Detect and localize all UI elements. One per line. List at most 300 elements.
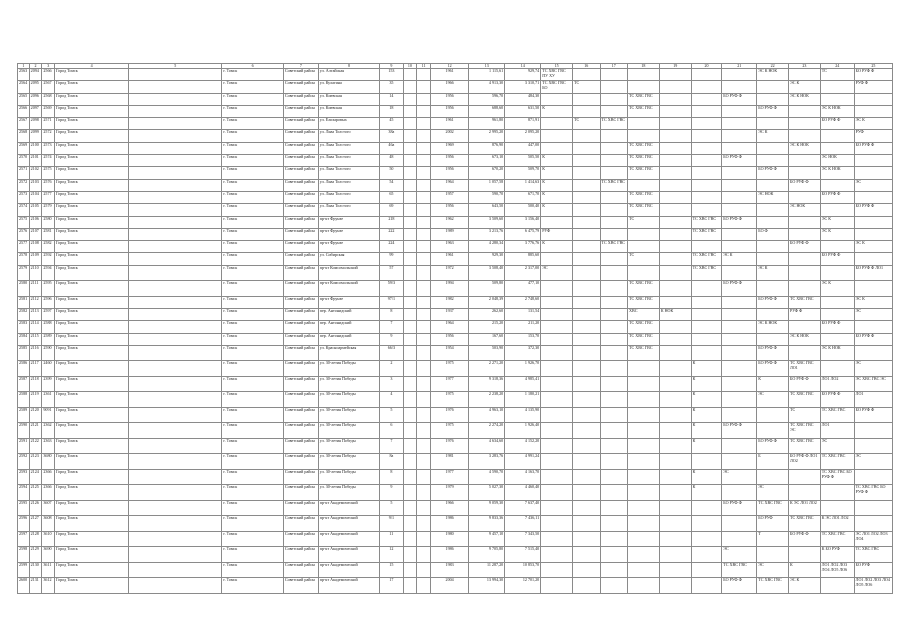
table-cell-col-24: ЭС НОК (820, 155, 854, 167)
table-cell-col-2: 2101 (29, 155, 42, 167)
table-cell-col-5 (129, 241, 222, 253)
table-cell-col-2: 2120 (29, 407, 42, 423)
table-cell-col-1: 2569 (18, 142, 30, 154)
table-cell-col-2: 2122 (29, 438, 42, 454)
table-cell-col-23: ТС ХВС ГВС (789, 516, 821, 532)
table-cell-col-21 (722, 130, 757, 142)
table-cell-col-14: 871,91 (505, 118, 541, 130)
table-cell-col-17 (600, 454, 628, 470)
table-cell-col-5 (129, 118, 222, 130)
table-cell-col-3: 2366 (42, 469, 55, 485)
table-cell-col-13: 643,50 (469, 204, 505, 216)
table-cell-col-2: 2130 (29, 562, 42, 578)
table-cell-col-21 (722, 191, 757, 203)
table-cell-col-1: 2573 (18, 191, 30, 203)
table-cell-col-25 (854, 516, 892, 532)
table-cell-col-15 (541, 296, 573, 308)
table-cell-col-6: г. Томск (222, 438, 283, 454)
table-cell-col-17 (600, 191, 628, 203)
column-header-3: 3 (42, 64, 55, 69)
table-cell-col-21 (722, 392, 757, 408)
table-cell-col-10 (403, 485, 417, 501)
table-cell-col-13: 1 115,61 (469, 69, 505, 81)
table-cell-col-6: г. Томск (222, 423, 283, 439)
table-cell-col-8: пр-кт Академический (318, 500, 379, 516)
table-cell-col-6: г. Томск (222, 392, 283, 408)
table-cell-col-12: 1956 (431, 204, 469, 216)
table-cell-col-18: ТС ХВС ГВС (628, 105, 660, 117)
table-cell-col-23: ТС ХВС ГВС ЛО1 (789, 361, 821, 377)
table-cell-col-16 (572, 69, 600, 81)
table-cell-col-23: К ЭС ЛО1 ЛО2 (789, 500, 821, 516)
table-cell-col-6: г. Томск (222, 454, 283, 470)
table-cell-col-16 (572, 130, 600, 142)
table-cell-col-3: 9091 (42, 407, 55, 423)
table-cell-col-24: ЛО1 ЛО2 ЛО3 ЛО4 ЛО5 ЛО6 (820, 562, 854, 578)
table-cell-col-10 (403, 531, 417, 547)
table-cell-col-14: 4 135,90 (505, 407, 541, 423)
table-cell-col-3: 2590 (42, 345, 55, 361)
table-cell-col-18 (628, 118, 660, 130)
table-cell-col-1: 2589 (18, 407, 30, 423)
table-cell-col-3: 2596 (42, 296, 55, 308)
table-cell-col-9: 222 (380, 228, 403, 240)
table-cell-col-5 (129, 547, 222, 563)
table-cell-col-9: 2 (380, 361, 403, 377)
table-cell-col-11 (417, 93, 431, 105)
table-cell-col-19 (659, 438, 691, 454)
table-cell-col-5 (129, 155, 222, 167)
table-cell-col-21 (722, 142, 757, 154)
table-cell-col-6: г. Томск (222, 191, 283, 203)
table-cell-col-2: 2107 (29, 228, 42, 240)
table-cell-col-13: 670,20 (469, 167, 505, 179)
table-cell-col-8: ул. Алтайская (318, 69, 379, 81)
table-cell-col-14: 7 515,40 (505, 547, 541, 563)
table-cell-col-22: БО РУФ Ф (757, 296, 789, 308)
table-cell-col-5 (129, 179, 222, 191)
table-cell-col-14: 372,30 (505, 345, 541, 361)
table-cell-col-3: 2597 (42, 309, 55, 321)
table-cell-col-14: 4 152,20 (505, 438, 541, 454)
table-row (18, 376, 893, 392)
table-cell-col-14: 4 985,41 (505, 376, 541, 392)
table-cell-col-25 (854, 423, 892, 439)
table-cell-col-3: 2576 (42, 179, 55, 191)
table-cell-col-15 (541, 547, 573, 563)
table-cell-col-23: БО РУФ Ф (789, 376, 821, 392)
table-cell-col-18 (628, 469, 660, 485)
table-cell-col-7: Советский район (283, 578, 318, 594)
table-cell-col-2: 2118 (29, 376, 42, 392)
table-cell-col-8: ул. 30-летия Победы (318, 423, 379, 439)
table-cell-col-7: Советский район (283, 345, 318, 361)
table-cell-col-8: пр-кт Фрунзе (318, 216, 379, 228)
table-cell-col-14: 509,70 (505, 167, 541, 179)
table-cell-col-24 (820, 485, 854, 501)
table-cell-col-5 (129, 578, 222, 594)
table-cell-col-2: 2125 (29, 485, 42, 501)
table-cell-col-16 (572, 265, 600, 281)
table-cell-col-22: ЭС К (757, 265, 789, 281)
table-cell-col-5 (129, 469, 222, 485)
table-cell-col-17 (600, 105, 628, 117)
table-cell-col-5 (129, 438, 222, 454)
table-cell-col-12: 1963 (431, 241, 469, 253)
table-cell-col-9: 48 (380, 155, 403, 167)
table-cell-col-5 (129, 423, 222, 439)
table-cell-col-17 (600, 485, 628, 501)
table-cell-col-8: пер. Антонидский (318, 309, 379, 321)
table-cell-col-19 (659, 321, 691, 333)
column-header-19: 19 (659, 64, 691, 69)
table-cell-col-23: РУФ Ф (789, 309, 821, 321)
table-cell-col-9: 4 (380, 392, 403, 408)
table-cell-col-9: 35 (380, 81, 403, 93)
table-cell-col-12: 1956 (431, 167, 469, 179)
table-cell-col-17 (600, 309, 628, 321)
table-cell-col-9: 218 (380, 216, 403, 228)
table-cell-col-15 (541, 469, 573, 485)
table-cell-col-13: 4 913,30 (469, 81, 505, 93)
table-cell-col-12: 1972 (431, 265, 469, 281)
column-header-14: 14 (505, 64, 541, 69)
table-cell-col-25: ЛО1 (854, 392, 892, 408)
table-cell-col-25 (854, 438, 892, 454)
table-cell-col-15 (541, 321, 573, 333)
table-cell-col-25 (854, 469, 892, 485)
table-cell-col-14: 10 853,70 (505, 562, 541, 578)
table-cell-col-20 (691, 69, 722, 81)
table-cell-col-25: ЭС ХВС ГВС ЭС (854, 376, 892, 392)
table-cell-col-11 (417, 578, 431, 594)
table-cell-col-8: ул. 30-летия Победы (318, 454, 379, 470)
table-cell-col-10 (403, 281, 417, 297)
table-cell-col-24 (820, 204, 854, 216)
table-cell-col-18: ТС (628, 253, 660, 265)
table-cell-col-25: БО РУФ (854, 562, 892, 578)
table-cell-col-13: 929,30 (469, 253, 505, 265)
table-cell-col-5 (129, 333, 222, 345)
table-cell-col-6: г. Томск (222, 130, 283, 142)
table-cell-col-6: г. Томск (222, 309, 283, 321)
table-cell-col-18 (628, 69, 660, 81)
table-cell-col-14: 3 310,71 (505, 81, 541, 93)
table-cell-col-14: 1 414,63 (505, 179, 541, 191)
table-cell-col-1: 2566 (18, 105, 30, 117)
table-cell-col-21 (722, 296, 757, 308)
table-cell-col-7: Советский район (283, 500, 318, 516)
table-cell-col-20: ТС ХВС ГВС (691, 216, 722, 228)
table-cell-col-10 (403, 392, 417, 408)
table-cell-col-8: пр-кт Академический (318, 531, 379, 547)
table-cell-col-1: 2577 (18, 241, 30, 253)
table-cell-col-4: Город Томск (55, 333, 129, 345)
table-cell-col-7: Советский район (283, 204, 318, 216)
table-cell-col-18 (628, 179, 660, 191)
table-row (18, 296, 893, 308)
table-cell-col-9: 59/3 (380, 281, 403, 297)
table-cell-col-8: пр-кт Комсомольский (318, 265, 379, 281)
table-cell-col-13: 11 287,20 (469, 562, 505, 578)
table-cell-col-16 (572, 228, 600, 240)
table-row (18, 155, 893, 167)
table-cell-col-11 (417, 241, 431, 253)
table-cell-col-3: 3690 (42, 547, 55, 563)
table-cell-col-4: Город Томск (55, 547, 129, 563)
table-cell-col-1: 2567 (18, 118, 30, 130)
table-cell-col-18 (628, 438, 660, 454)
table-cell-col-21 (722, 333, 757, 345)
table-cell-col-2: 2106 (29, 216, 42, 228)
table-cell-col-13: 2 995,20 (469, 130, 505, 142)
table-cell-col-23 (789, 485, 821, 501)
table-cell-col-18 (628, 562, 660, 578)
table-cell-col-3: 2567 (42, 81, 55, 93)
table-cell-col-24: ЭС К (820, 216, 854, 228)
table-cell-col-12: 2002 (431, 130, 469, 142)
table-cell-col-17 (600, 407, 628, 423)
table-cell-col-5 (129, 265, 222, 281)
table-cell-col-23: ТС ХВС ГВС (789, 438, 821, 454)
table-cell-col-6: г. Томск (222, 500, 283, 516)
table-cell-col-21: БО РУФ Ф (722, 93, 757, 105)
table-row (18, 191, 893, 203)
table-cell-col-24: БО РУФ Ф (820, 118, 854, 130)
table-cell-col-24: ТС ХВС ГВС (820, 407, 854, 423)
table-cell-col-13: 503,90 (469, 345, 505, 361)
table-cell-col-6: г. Томск (222, 228, 283, 240)
table-cell-col-5 (129, 228, 222, 240)
table-cell-col-6: г. Томск (222, 531, 283, 547)
table-cell-col-7: Советский район (283, 469, 318, 485)
table-cell-col-21 (722, 454, 757, 470)
table-cell-col-5 (129, 105, 222, 117)
table-row (18, 167, 893, 179)
table-cell-col-5 (129, 69, 222, 81)
table-cell-col-17 (600, 531, 628, 547)
table-cell-col-9: 3 (380, 376, 403, 392)
table-cell-col-7: Советский район (283, 485, 318, 501)
table-cell-col-7: Советский район (283, 392, 318, 408)
table-cell-col-1: 2576 (18, 228, 30, 240)
table-cell-col-9: 11 (380, 531, 403, 547)
table-cell-col-3: 2589 (42, 333, 55, 345)
table-cell-col-2: 2124 (29, 469, 42, 485)
table-cell-col-16 (572, 167, 600, 179)
table-cell-col-22: К (757, 376, 789, 392)
table-cell-col-20: К (691, 407, 722, 423)
table-cell-col-20 (691, 130, 722, 142)
table-cell-col-6: г. Томск (222, 516, 283, 532)
table-cell-col-11 (417, 309, 431, 321)
table-cell-col-14: 12 701,20 (505, 578, 541, 594)
table-cell-col-13: 876,90 (469, 142, 505, 154)
table-cell-col-11 (417, 228, 431, 240)
table-row (18, 423, 893, 439)
table-cell-col-19 (659, 167, 691, 179)
table-cell-col-6: г. Томск (222, 469, 283, 485)
table-cell-col-16 (572, 516, 600, 532)
table-cell-col-2: 2094 (29, 69, 42, 81)
table-row (18, 345, 893, 361)
table-cell-col-15: К (541, 155, 573, 167)
table-cell-col-7: Советский район (283, 118, 318, 130)
table-cell-col-20 (691, 578, 722, 594)
table-cell-col-25 (854, 281, 892, 297)
table-row (18, 93, 893, 105)
table-cell-col-25 (854, 253, 892, 265)
table-cell-col-11 (417, 142, 431, 154)
table-cell-col-23 (789, 345, 821, 361)
table-cell-col-7: Советский район (283, 265, 318, 281)
table-cell-col-3: 3608 (42, 516, 55, 532)
table-cell-col-7: Советский район (283, 516, 318, 532)
table-cell-col-9: 69 (380, 204, 403, 216)
table-cell-col-9: 18 (380, 105, 403, 117)
table-cell-col-21: БО РУФ Ф (722, 500, 757, 516)
table-body (18, 69, 893, 594)
table-cell-col-24: ЭС К НОК (820, 105, 854, 117)
table-cell-col-3: 2588 (42, 321, 55, 333)
table-cell-col-9: 8 (380, 469, 403, 485)
table-cell-col-20 (691, 281, 722, 297)
table-cell-col-1: 2571 (18, 167, 30, 179)
table-cell-col-19 (659, 191, 691, 203)
table-cell-col-11 (417, 204, 431, 216)
table-row (18, 547, 893, 563)
table-cell-col-14: 6 475,79 (505, 228, 541, 240)
table-cell-col-18 (628, 228, 660, 240)
table-cell-col-20 (691, 333, 722, 345)
table-cell-col-20 (691, 454, 722, 470)
table-cell-col-11 (417, 361, 431, 377)
table-cell-col-14: 7 637,40 (505, 500, 541, 516)
table-cell-col-4: Город Томск (55, 241, 129, 253)
table-cell-col-19 (659, 407, 691, 423)
table-cell-col-22 (757, 407, 789, 423)
table-cell-col-21: ТС ХВС ГВС (722, 562, 757, 578)
table-cell-col-15: К (541, 204, 573, 216)
table-cell-col-18 (628, 454, 660, 470)
table-cell-col-9: 38а (380, 130, 403, 142)
table-row (18, 361, 893, 377)
table-cell-col-16 (572, 216, 600, 228)
table-cell-col-17 (600, 228, 628, 240)
table-cell-col-7: Советский район (283, 321, 318, 333)
table-cell-col-21 (722, 309, 757, 321)
table-cell-col-19 (659, 578, 691, 594)
table-cell-col-11 (417, 130, 431, 142)
table-cell-col-4: Город Томск (55, 376, 129, 392)
table-cell-col-17 (600, 376, 628, 392)
table-cell-col-10 (403, 155, 417, 167)
table-cell-col-17 (600, 167, 628, 179)
table-cell-col-2: 2103 (29, 179, 42, 191)
table-cell-col-3: 2581 (42, 228, 55, 240)
table-cell-col-17 (600, 265, 628, 281)
column-header-7: 7 (283, 64, 318, 69)
table-cell-col-6: г. Томск (222, 562, 283, 578)
table-cell-col-16 (572, 454, 600, 470)
table-cell-col-12: 1962 (431, 216, 469, 228)
column-header-8: 8 (318, 64, 379, 69)
table-cell-col-8: ул. Киевская (318, 93, 379, 105)
table-cell-col-11 (417, 81, 431, 93)
table-cell-col-7: Советский район (283, 241, 318, 253)
table-row (18, 216, 893, 228)
table-cell-col-5 (129, 81, 222, 93)
table-cell-col-3: 2579 (42, 204, 55, 216)
table-cell-col-24 (820, 578, 854, 594)
table-cell-col-2: 2128 (29, 531, 42, 547)
table-cell-col-10 (403, 105, 417, 117)
table-cell-col-9: 12 (380, 547, 403, 563)
table-cell-col-16 (572, 309, 600, 321)
table-cell-col-1: 2564 (18, 81, 30, 93)
table-cell-col-19 (659, 228, 691, 240)
table-cell-col-13: 3 283,76 (469, 454, 505, 470)
table-cell-col-5 (129, 485, 222, 501)
table-cell-col-5 (129, 376, 222, 392)
table-cell-col-16 (572, 547, 600, 563)
table-cell-col-14: 505,50 (505, 155, 541, 167)
table-cell-col-16 (572, 105, 600, 117)
table-cell-col-20 (691, 345, 722, 361)
table-cell-col-2: 2110 (29, 265, 42, 281)
table-cell-col-7: Советский район (283, 93, 318, 105)
table-cell-col-24 (820, 142, 854, 154)
table-cell-col-24: ЭС К НОК (820, 167, 854, 179)
table-cell-col-18 (628, 130, 660, 142)
table-cell-col-20 (691, 167, 722, 179)
table-cell-col-15: ТС ХВС ГВС ПУ ХУ (541, 69, 573, 81)
table-cell-col-24: БО РУФ Ф (820, 321, 854, 333)
table-cell-col-5 (129, 142, 222, 154)
table-cell-col-23 (789, 130, 821, 142)
table-cell-col-15 (541, 485, 573, 501)
table-cell-col-15: К (541, 191, 573, 203)
table-row (18, 253, 893, 265)
table-cell-col-9: 57 (380, 265, 403, 281)
table-cell-col-7: Советский район (283, 81, 318, 93)
table-cell-col-12: 1961 (431, 69, 469, 81)
table-cell-col-24 (820, 179, 854, 191)
table-cell-col-16 (572, 253, 600, 265)
table-cell-col-8: ул. Льва Толстого (318, 204, 379, 216)
table-cell-col-2: 2131 (29, 578, 42, 594)
table-cell-col-20 (691, 204, 722, 216)
table-cell-col-3: 2362 (42, 423, 55, 439)
table-cell-col-17 (600, 469, 628, 485)
table-cell-col-15 (541, 500, 573, 516)
table-cell-col-13: 2 271,20 (469, 361, 505, 377)
table-cell-col-12: 1981 (431, 454, 469, 470)
table-cell-col-20 (691, 81, 722, 93)
table-cell-col-21: БО РУФ Ф (722, 281, 757, 297)
table-cell-col-5 (129, 130, 222, 142)
table-cell-col-15: ТС ХВС ГВС БО (541, 81, 573, 93)
table-cell-col-4: Город Томск (55, 361, 129, 377)
table-cell-col-2: 2117 (29, 361, 42, 377)
table-cell-col-24: ЭС К НОК (820, 345, 854, 361)
table-cell-col-16 (572, 155, 600, 167)
table-cell-col-10 (403, 438, 417, 454)
table-cell-col-21 (722, 228, 757, 240)
table-cell-col-14: 929,74 (505, 69, 541, 81)
table-cell-col-7: Советский район (283, 155, 318, 167)
table-cell-col-14: 2 317,00 (505, 265, 541, 281)
